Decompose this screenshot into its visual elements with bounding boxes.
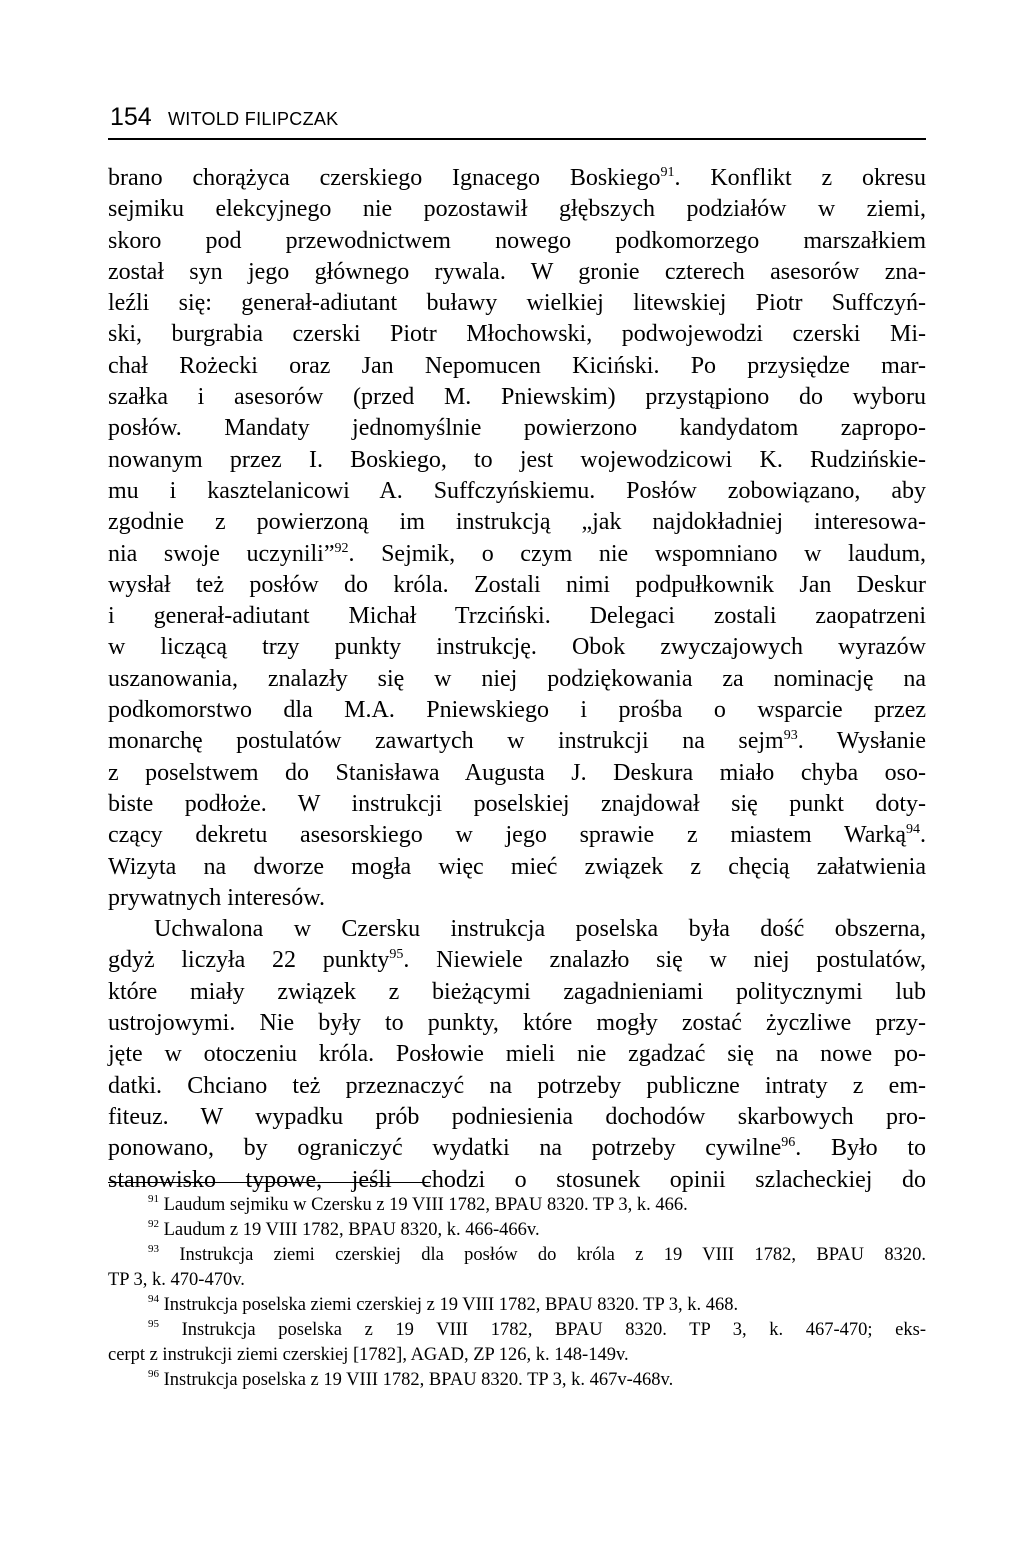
text-line: nowanym przez I. Boskiego, to jest wojewodzicowi K. Rudzińskie-	[108, 446, 926, 473]
text-line: stanowisko typowe, jeśli chodzi o stosunek opinii szlacheckiej do	[108, 1166, 926, 1193]
text-line: chał Rożecki oraz Jan Nepomucen Kiciński. Po przysiędze mar-	[108, 352, 926, 379]
text-line: ponowano, by ograniczyć wydatki na potrzeby cywilne$^{96}$. Było to	[108, 1135, 926, 1162]
text-line: jęte w otoczeniu króla. Posłowie mieli nie zgadzać się na nowe po-	[108, 1041, 926, 1068]
text-line: z poselstwem do Stanisława Augusta J. Deskura miało chyba oso-	[108, 759, 926, 786]
text-line: które miały związek z bieżącymi zagadnieniami politycznymi lub	[108, 978, 926, 1005]
page-number: 154	[110, 103, 152, 131]
footnote: $^{96}$ Instrukcja poselska z 19 VIII 1782, BPAU 8320. TP 3, k. 467v-468v.	[148, 1368, 674, 1390]
footnote-number: 94	[148, 1293, 159, 1305]
text-line: skoro pod przewodnictwem nowego podkomorzego marszałkiem	[108, 227, 926, 254]
footnote-ref: 93	[783, 728, 798, 744]
text-line: leźli się: generał-adiutant buławy wielkiej litewskiej Piotr Suffczyń-	[108, 290, 926, 317]
text-line: nia swoje uczynili”$^{92}$. Sejmik, o czym nie wspomniano w laudum,	[108, 540, 926, 567]
footnote-continuation: TP 3, k. 470-470v.	[108, 1270, 245, 1290]
text-line: uszanowania, znalazły się w niej podziękowania za nominację na	[108, 665, 926, 692]
footnote-number: 96	[148, 1368, 159, 1380]
footnote-divider	[108, 1182, 430, 1183]
text-line: i generał-adiutant Michał Trzciński. Delegaci zostali zaopatrzeni	[108, 603, 926, 630]
footnote-number: 93	[148, 1243, 159, 1255]
text-line: mu i kasztelanicowi A. Suffczyńskiemu. Posłów zobowiązano, aby	[108, 477, 926, 504]
page-header	[108, 100, 926, 140]
footnote-number: 91	[148, 1193, 159, 1205]
text-line: brano chorążyca czerskiego Ignacego Boskiego$^{91}$. Konflikt z okresu	[108, 165, 926, 191]
text-line: ustrojowymi. Nie były to punkty, które mogły zostać życzliwe przy-	[108, 1010, 926, 1037]
text-line: monarchę postulatów zawartych w instrukcji na sejm$^{93}$. Wysłanie	[108, 728, 926, 755]
footnote: $^{95}$ Instrukcja poselska z 19 VIII 1782, BPAU 8320. TP 3, k. 467-470; eks-	[148, 1318, 926, 1340]
footnote-ref: 95	[389, 947, 404, 963]
paragraph-start-line: Uchwalona w Czersku instrukcja poselska była dość obszerna,	[154, 916, 926, 943]
text-line: fiteuz. W wypadku prób podniesienia dochodów skarbowych pro-	[108, 1103, 926, 1130]
footnote-ref: 94	[906, 822, 920, 838]
footnote: $^{93}$ Instrukcja ziemi czerskiej dla posłów do króla z 19 VIII 1782, BPAU 8320.	[148, 1243, 926, 1265]
footnote-ref: 92	[334, 540, 349, 556]
text-line: ski, burgrabia czerski Piotr Młochowski, podwojewodzi czerski Mi-	[108, 321, 926, 348]
footnote-number: 95	[148, 1318, 159, 1330]
footnote: $^{91}$ Laudum sejmiku w Czersku z 19 VIII 1782, BPAU 8320. TP 3, k. 466.	[148, 1193, 688, 1215]
text-line: Wizyta na dworze mogła więc mieć związek z chęcią załatwienia	[108, 853, 926, 880]
footnotes	[108, 1193, 926, 1393]
footnote-ref: 96	[781, 1135, 796, 1151]
text-line: zgodnie z powierzoną im instrukcją „jak najdokładniej interesowa-	[108, 509, 926, 536]
text-line: sejmiku elekcyjnego nie pozostawił głębszych podziałów w ziemi,	[108, 196, 926, 223]
footnote: $^{94}$ Instrukcja poselska ziemi czerskiej z 19 VIII 1782, BPAU 8320. TP 3, k. 468.	[148, 1293, 739, 1315]
text-line: czący dekretu asesorskiego w jego sprawie z miastem Warką$^{94}$.	[108, 822, 926, 849]
text-line: prywatnych interesów.	[108, 884, 326, 911]
text-line: posłów. Mandaty jednomyślnie powierzono kandydatom zapropo-	[108, 415, 926, 442]
text-line: datki. Chciano też przeznaczyć na potrzeby publiczne intraty z em-	[108, 1072, 926, 1099]
text-line: wysłał też posłów do króla. Zostali nimi podpułkownik Jan Deskur	[108, 571, 926, 598]
footnote-ref: 91	[660, 165, 675, 180]
text-line: został syn jego głównego rywala. W gronie czterech asesorów zna-	[108, 258, 926, 285]
running-head: WITOLD FILIPCZAK	[168, 109, 339, 129]
footnote: $^{92}$ Laudum z 19 VIII 1782, BPAU 8320, k. 466-466v.	[148, 1218, 540, 1240]
footnote-number: 92	[148, 1218, 159, 1230]
body-text	[108, 163, 926, 1196]
footnote-continuation: cerpt z instrukcji ziemi czerskiej [1782], AGAD, ZP 126, k. 148-149v.	[108, 1345, 629, 1365]
text-line: gdyż liczyła 22 punkty$^{95}$. Niewiele znalazło się w niej postulatów,	[108, 947, 927, 974]
text-line: biste podłoże. W instrukcji poselskiej znajdował się punkt doty-	[108, 790, 926, 817]
text-line: szałka i asesorów (przed M. Pniewskim) przystąpiono do wyboru	[108, 384, 926, 411]
text-line: w liczącą trzy punkty instrukcję. Obok zwyczajowych wyrazów	[108, 634, 926, 661]
text-line: podkomorstwo dla M.A. Pniewskiego i prośba o wsparcie przez	[108, 697, 926, 724]
